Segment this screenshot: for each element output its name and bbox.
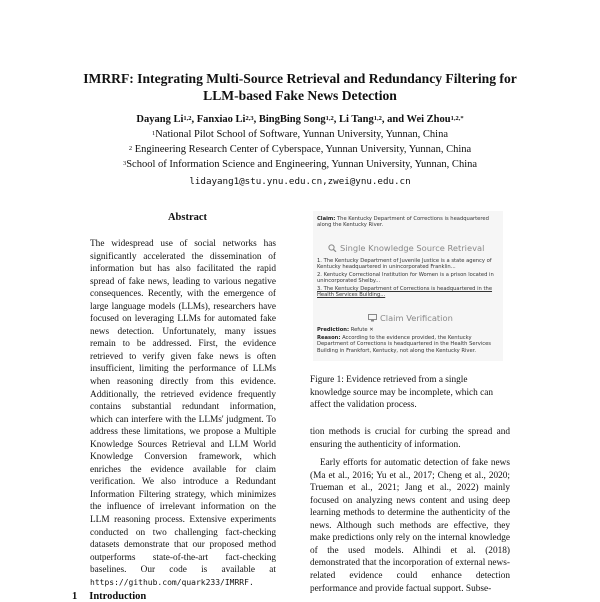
author-emails: lidayang1@stu.ynu.edu.cn,zwei@ynu.edu.cn — [189, 176, 411, 187]
paper-title — [0, 70, 600, 104]
computer-icon — [368, 314, 377, 322]
abstract-body: The widespread use of social networks has significantly accelerated the dissemination of information but has also facilitated the rapid spread of fake news, leading to various negative consequences. Recently, with the emergence of large language models (LLMs), researchers have focused on leveraging LLMs for automated fake news detection. Unfortunately, many issues remain to be addressed. First, the evidence retrieved to verify given fake news is often insufficient, limiting the performance of LLMs when reasoning directly from this evidence. Additionally, the retrieved evidence frequently contains substantial redundant information, which can interfere with the LLMs' judgment. To address these limitations, we propose a Multiple Knowledge Sources Retrieval and LLM World Knowledge Conversion framework, which enriches the evidence available for claim verification. We also introduce a Redundant Information Filtering strategy, which minimizes the influence of irrelevant information on the LLM reasoning process. Extensive experiments conducted on two challenging fact-checking datasets demonstrate that our proposed method outperforms state-of-the-art fact-checking baselines. Our code is available at https://github.com/quark233/IMRRF. — [90, 239, 276, 587]
author: BingBing Song$^{1,2}$, — [258, 114, 340, 125]
abstract-heading: Abstract — [167, 212, 208, 223]
intro-paragraph: tion methods is crucial for curbing the spread and ensuring the authenticity of information. — [310, 427, 510, 450]
evidence-item: 3. The Kentucky Department of Corrections is headquartered in the Health Services Building... — [317, 286, 493, 299]
affiliation-2: $^2$ Engineering Research Center of Cyberspace, Yunnan University, Yunnan, China — [128, 144, 472, 155]
affiliation-3: $^3$School of Information Science and Engineering, Yunnan University, Yunnan, China — [122, 159, 478, 170]
figure-claim: Claim: The Kentucky Department of Corrections is headquartered along the Kentucky River. — [317, 216, 489, 229]
refute-x-icon: ✕ — [369, 327, 374, 333]
author-list — [0, 113, 600, 127]
evidence-item: 1. The Kentucky Department of Juvenile Justice is a state agency of Kentucky headquartered in unincorporated Franklin... — [317, 258, 492, 271]
code-url-link[interactable]: https://github.com/quark233/IMRRF. — [90, 577, 254, 587]
search-icon — [328, 244, 337, 252]
author: Wei Zhou$^{1,2,*}$ — [406, 114, 464, 125]
figure-caption: Figure 1: Evidence retrieved from a single knowledge source may be incomplete, which can affect the validation process. — [310, 375, 494, 410]
author: Fanxiao Li$^{2,3}$, — [196, 114, 259, 125]
title-line-1: IMRRF: Integrating Multi-Source Retrieval and Redundancy Filtering for — [83, 71, 517, 86]
author: Li Tang$^{1,2}$, and — [339, 114, 407, 125]
figure-1 — [313, 211, 503, 361]
affiliation-1: $^1$National Pilot School of Software, Yunnan University, Yunnan, China — [151, 129, 449, 140]
section-heading-introduction: 1 Introduction — [72, 591, 147, 602]
title-line-2: LLM-based Fake News Detection — [203, 88, 397, 103]
figure-reason: Reason: According to the evidence provided, the Kentucky Department of Corrections is headquartered in the Health Services Building in Frankfort, Kentucky, not along the Kentucky River. — [317, 335, 491, 354]
introduction-body — [310, 426, 510, 595]
figure-section-retrieval: Single Knowledge Source Retrieval — [328, 244, 484, 252]
author: Dayang Li$^{1,2}$, — [136, 114, 197, 125]
evidence-item: 2. Kentucky Correctional Institution for Women is a prison located in unincorporated Shelby... — [317, 272, 494, 285]
figure-section-verification: Claim Verification — [368, 314, 453, 322]
intro-paragraph: Early efforts for automatic detection of fake news (Ma et al., 2016; Yu et al., 2017; Cheng et al., 2020; Trueman et al., 2021; Jang et al., 2022) mainly focused on analyzing news content and using deep learning methods to determine the authenticity of the news. Although such methods are effective, they make predictions only rely on the internal knowledge of the used models. Alhindi et al. (2018) demonstrated that the incorporation of external news-related evidence could enhance detection performance and provide factual support. Subse- — [310, 458, 510, 594]
figure-prediction: Prediction: Refute ✕ — [317, 327, 374, 333]
